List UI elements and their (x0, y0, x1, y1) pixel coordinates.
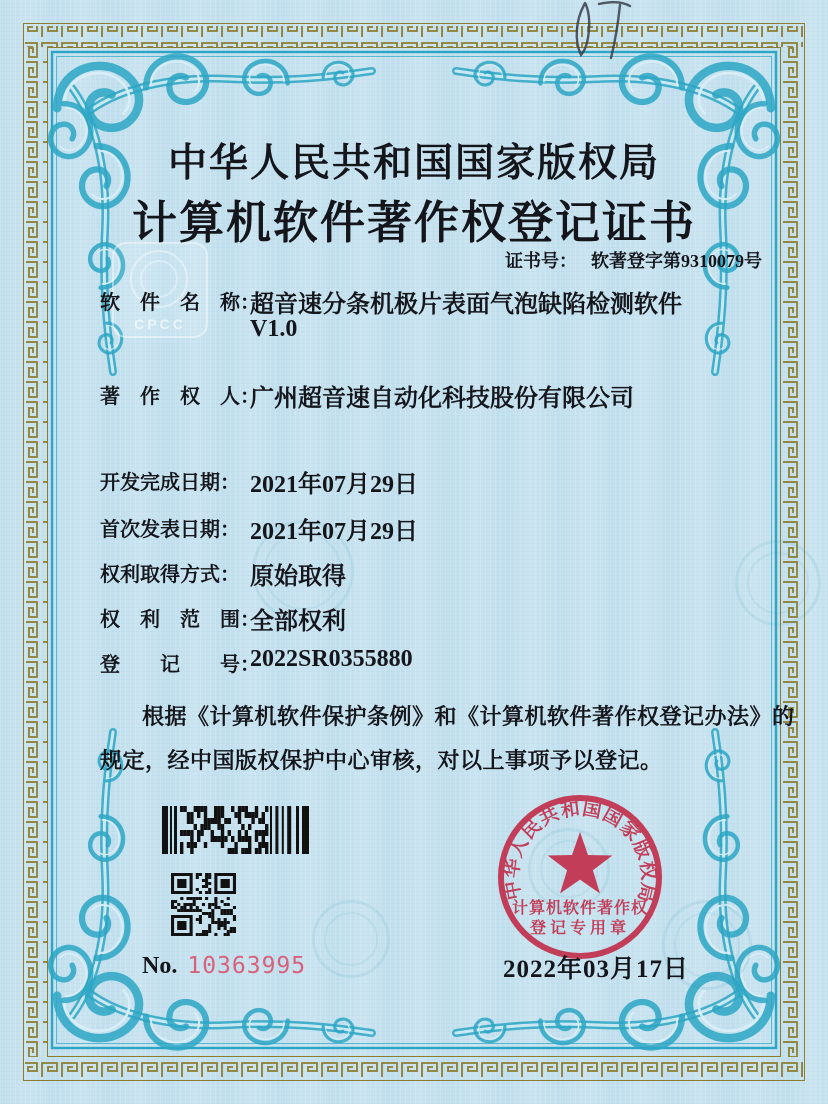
field-label: 权利取得方式： (100, 564, 240, 586)
issue-date: 2022年03月17日 (503, 956, 690, 983)
registration-statement-line1: 根据《计算机软件保护条例》和《计算机软件著作权登记办法》的 (142, 704, 795, 729)
certificate-title: 计算机软件著作权登记证书 (131, 198, 696, 248)
field-label: 权 利 范 围： (100, 609, 260, 631)
cpcc-watermark-label: CPCC (134, 316, 186, 332)
issuing-authority-title: 中华人民共和国国家版权局 (167, 142, 660, 185)
seal-ring-text: 中华人民共和国国家版权局 (501, 798, 659, 906)
field-value: 2021年07月29日 (250, 472, 418, 498)
field-label: 首次发表日期： (100, 519, 240, 541)
field-label: 开发完成日期： (100, 472, 240, 494)
field-label: 软 件 名 称： (100, 292, 260, 314)
handwritten-mark (0, 0, 828, 70)
pdf417-barcode (162, 806, 310, 854)
field-value: 原始取得 (250, 564, 346, 590)
field-value: 2022SR0355880 (250, 646, 413, 672)
watermark-medallion (312, 900, 390, 978)
field-value: 2021年07月29日 (250, 519, 418, 545)
serial-number-line (142, 953, 306, 980)
certificate-number-label: 证书号： (505, 251, 577, 271)
certificate-number-value: 软著登字第9310079号 (591, 251, 762, 271)
registration-statement-line2: 规定，经中国版权保护中心审核，对以上事项予以登记。 (100, 748, 663, 773)
qr-code (171, 873, 236, 936)
watermark-medallion (735, 540, 821, 626)
seal-text-line1: 计算机软件著作权 (511, 900, 649, 917)
field-value: 广州超音速自动化科技股份有限公司 (250, 386, 634, 412)
seal-text-line2: 登记专用章 (529, 920, 631, 937)
field-label: 著 作 权 人： (100, 386, 260, 408)
field-value: 超音速分条机极片表面气泡缺陷检测软件 (250, 292, 682, 318)
star-icon (548, 832, 613, 894)
serial-number: 10363995 (187, 953, 307, 979)
certificate-number-line (505, 247, 762, 273)
software-version: V1.0 (250, 316, 298, 342)
serial-label: No. (142, 953, 178, 979)
field-label: 登 记 号： (100, 654, 260, 676)
field-value: 全部权利 (250, 609, 346, 635)
